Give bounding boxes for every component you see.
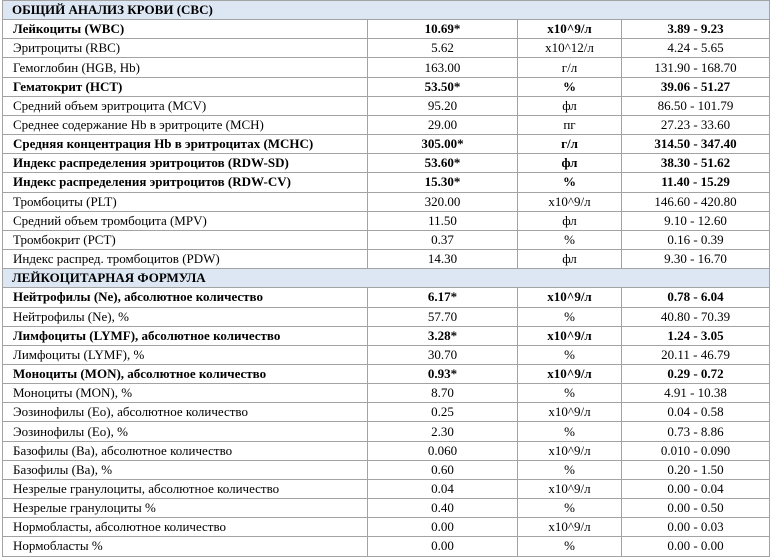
table-row bbox=[3, 250, 770, 269]
section-title: ЛЕЙКОЦИТАРНАЯ ФОРМУЛА bbox=[3, 269, 770, 288]
result-value-cell: 0.00 bbox=[368, 537, 518, 556]
unit-cell: x10^9/л bbox=[518, 479, 622, 498]
result-value-cell: 8.70 bbox=[368, 384, 518, 403]
unit-cell: % bbox=[518, 307, 622, 326]
table-row bbox=[3, 173, 770, 192]
table-row bbox=[3, 518, 770, 537]
result-value-cell: 53.50* bbox=[368, 77, 518, 96]
unit-cell: % bbox=[518, 384, 622, 403]
table-row bbox=[3, 115, 770, 134]
results-table-body bbox=[3, 1, 770, 557]
result-value-cell: 0.40 bbox=[368, 499, 518, 518]
reference-range-cell: 0.00 - 0.50 bbox=[622, 499, 770, 518]
table-row bbox=[3, 307, 770, 326]
result-value-cell: 2.30 bbox=[368, 422, 518, 441]
result-value-cell: 0.04 bbox=[368, 479, 518, 498]
reference-range-cell: 131.90 - 168.70 bbox=[622, 58, 770, 77]
table-row bbox=[3, 422, 770, 441]
table-row bbox=[3, 403, 770, 422]
test-name-cell: Средняя концентрация Hb в эритроцитах (MCHC) bbox=[3, 135, 368, 154]
test-name-cell: Индекс распред. тромбоцитов (PDW) bbox=[3, 250, 368, 269]
test-name-cell: Нормобласты % bbox=[3, 537, 368, 556]
test-name-cell: Базофилы (Ba), % bbox=[3, 460, 368, 479]
unit-cell: фл bbox=[518, 154, 622, 173]
table-row bbox=[3, 58, 770, 77]
table-row bbox=[3, 479, 770, 498]
unit-cell: x10^9/л bbox=[518, 326, 622, 345]
reference-range-cell: 40.80 - 70.39 bbox=[622, 307, 770, 326]
result-value-cell: 95.20 bbox=[368, 96, 518, 115]
test-name-cell: Базофилы (Ba), абсолютное количество bbox=[3, 441, 368, 460]
result-value-cell: 11.50 bbox=[368, 211, 518, 230]
table-row bbox=[3, 537, 770, 556]
reference-range-cell: 4.91 - 10.38 bbox=[622, 384, 770, 403]
test-name-cell: Тромбоциты (PLT) bbox=[3, 192, 368, 211]
table-row bbox=[3, 96, 770, 115]
result-value-cell: 14.30 bbox=[368, 250, 518, 269]
reference-range-cell: 0.20 - 1.50 bbox=[622, 460, 770, 479]
test-name-cell: Эозинофилы (Eo), абсолютное количество bbox=[3, 403, 368, 422]
table-row bbox=[3, 326, 770, 345]
table-row bbox=[3, 499, 770, 518]
test-name-cell: Лимфоциты (LYMF), абсолютное количество bbox=[3, 326, 368, 345]
result-value-cell: 0.60 bbox=[368, 460, 518, 479]
reference-range-cell: 0.00 - 0.04 bbox=[622, 479, 770, 498]
result-value-cell: 320.00 bbox=[368, 192, 518, 211]
unit-cell: x10^9/л bbox=[518, 441, 622, 460]
table-row bbox=[3, 192, 770, 211]
section-header-row bbox=[3, 1, 770, 20]
reference-range-cell: 0.78 - 6.04 bbox=[622, 288, 770, 307]
table-row bbox=[3, 441, 770, 460]
unit-cell: x10^9/л bbox=[518, 288, 622, 307]
unit-cell: % bbox=[518, 345, 622, 364]
result-value-cell: 163.00 bbox=[368, 58, 518, 77]
result-value-cell: 0.25 bbox=[368, 403, 518, 422]
result-value-cell: 57.70 bbox=[368, 307, 518, 326]
reference-range-cell: 39.06 - 51.27 bbox=[622, 77, 770, 96]
test-name-cell: Индекс распределения эритроцитов (RDW-SD) bbox=[3, 154, 368, 173]
unit-cell: x10^9/л bbox=[518, 364, 622, 383]
result-value-cell: 0.00 bbox=[368, 518, 518, 537]
test-name-cell: Гематокрит (HCT) bbox=[3, 77, 368, 96]
unit-cell: x10^9/л bbox=[518, 403, 622, 422]
test-name-cell: Среднее содержание Hb в эритроците (MCH) bbox=[3, 115, 368, 134]
test-name-cell: Незрелые гранулоциты % bbox=[3, 499, 368, 518]
reference-range-cell: 0.73 - 8.86 bbox=[622, 422, 770, 441]
result-value-cell: 0.060 bbox=[368, 441, 518, 460]
test-name-cell: Лейкоциты (WBC) bbox=[3, 20, 368, 39]
unit-cell: г/л bbox=[518, 58, 622, 77]
table-row bbox=[3, 364, 770, 383]
unit-cell: % bbox=[518, 499, 622, 518]
unit-cell: фл bbox=[518, 211, 622, 230]
reference-range-cell: 0.00 - 0.00 bbox=[622, 537, 770, 556]
unit-cell: x10^9/л bbox=[518, 192, 622, 211]
test-name-cell: Эозинофилы (Eo), % bbox=[3, 422, 368, 441]
result-value-cell: 0.93* bbox=[368, 364, 518, 383]
test-name-cell: Нейтрофилы (Ne), % bbox=[3, 307, 368, 326]
unit-cell: x10^9/л bbox=[518, 518, 622, 537]
result-value-cell: 10.69* bbox=[368, 20, 518, 39]
test-name-cell: Моноциты (MON), абсолютное количество bbox=[3, 364, 368, 383]
unit-cell: % bbox=[518, 230, 622, 249]
reference-range-cell: 0.16 - 0.39 bbox=[622, 230, 770, 249]
blood-test-results-table bbox=[2, 0, 770, 557]
result-value-cell: 305.00* bbox=[368, 135, 518, 154]
test-name-cell: Средний объем эритроцита (MCV) bbox=[3, 96, 368, 115]
table-row bbox=[3, 345, 770, 364]
section-title: ОБЩИЙ АНАЛИЗ КРОВИ (CBC) bbox=[3, 1, 770, 20]
test-name-cell: Тромбокрит (PCT) bbox=[3, 230, 368, 249]
section-header-row bbox=[3, 269, 770, 288]
test-name-cell: Моноциты (MON), % bbox=[3, 384, 368, 403]
table-row bbox=[3, 384, 770, 403]
table-row bbox=[3, 135, 770, 154]
result-value-cell: 53.60* bbox=[368, 154, 518, 173]
reference-range-cell: 38.30 - 51.62 bbox=[622, 154, 770, 173]
test-name-cell: Индекс распределения эритроцитов (RDW-CV) bbox=[3, 173, 368, 192]
table-row bbox=[3, 154, 770, 173]
test-name-cell: Нейтрофилы (Ne), абсолютное количество bbox=[3, 288, 368, 307]
table-row bbox=[3, 230, 770, 249]
test-name-cell: Средний объем тромбоцита (MPV) bbox=[3, 211, 368, 230]
unit-cell: % bbox=[518, 460, 622, 479]
reference-range-cell: 0.29 - 0.72 bbox=[622, 364, 770, 383]
unit-cell: % bbox=[518, 422, 622, 441]
unit-cell: пг bbox=[518, 115, 622, 134]
test-name-cell: Незрелые гранулоциты, абсолютное количество bbox=[3, 479, 368, 498]
unit-cell: % bbox=[518, 537, 622, 556]
table-row bbox=[3, 20, 770, 39]
reference-range-cell: 1.24 - 3.05 bbox=[622, 326, 770, 345]
unit-cell: г/л bbox=[518, 135, 622, 154]
result-value-cell: 15.30* bbox=[368, 173, 518, 192]
table-row bbox=[3, 460, 770, 479]
reference-range-cell: 3.89 - 9.23 bbox=[622, 20, 770, 39]
result-value-cell: 5.62 bbox=[368, 39, 518, 58]
reference-range-cell: 146.60 - 420.80 bbox=[622, 192, 770, 211]
table-row bbox=[3, 77, 770, 96]
reference-range-cell: 9.10 - 12.60 bbox=[622, 211, 770, 230]
table-row bbox=[3, 39, 770, 58]
reference-range-cell: 314.50 - 347.40 bbox=[622, 135, 770, 154]
reference-range-cell: 0.04 - 0.58 bbox=[622, 403, 770, 422]
reference-range-cell: 11.40 - 15.29 bbox=[622, 173, 770, 192]
reference-range-cell: 9.30 - 16.70 bbox=[622, 250, 770, 269]
unit-cell: фл bbox=[518, 96, 622, 115]
reference-range-cell: 0.010 - 0.090 bbox=[622, 441, 770, 460]
reference-range-cell: 27.23 - 33.60 bbox=[622, 115, 770, 134]
unit-cell: % bbox=[518, 77, 622, 96]
table-row bbox=[3, 211, 770, 230]
reference-range-cell: 0.00 - 0.03 bbox=[622, 518, 770, 537]
reference-range-cell: 86.50 - 101.79 bbox=[622, 96, 770, 115]
result-value-cell: 6.17* bbox=[368, 288, 518, 307]
result-value-cell: 3.28* bbox=[368, 326, 518, 345]
table-row bbox=[3, 288, 770, 307]
test-name-cell: Лимфоциты (LYMF), % bbox=[3, 345, 368, 364]
unit-cell: x10^9/л bbox=[518, 20, 622, 39]
result-value-cell: 29.00 bbox=[368, 115, 518, 134]
reference-range-cell: 4.24 - 5.65 bbox=[622, 39, 770, 58]
unit-cell: % bbox=[518, 173, 622, 192]
unit-cell: x10^12/л bbox=[518, 39, 622, 58]
result-value-cell: 30.70 bbox=[368, 345, 518, 364]
test-name-cell: Нормобласты, абсолютное количество bbox=[3, 518, 368, 537]
reference-range-cell: 20.11 - 46.79 bbox=[622, 345, 770, 364]
test-name-cell: Эритроциты (RBC) bbox=[3, 39, 368, 58]
unit-cell: фл bbox=[518, 250, 622, 269]
test-name-cell: Гемоглобин (HGB, Hb) bbox=[3, 58, 368, 77]
result-value-cell: 0.37 bbox=[368, 230, 518, 249]
